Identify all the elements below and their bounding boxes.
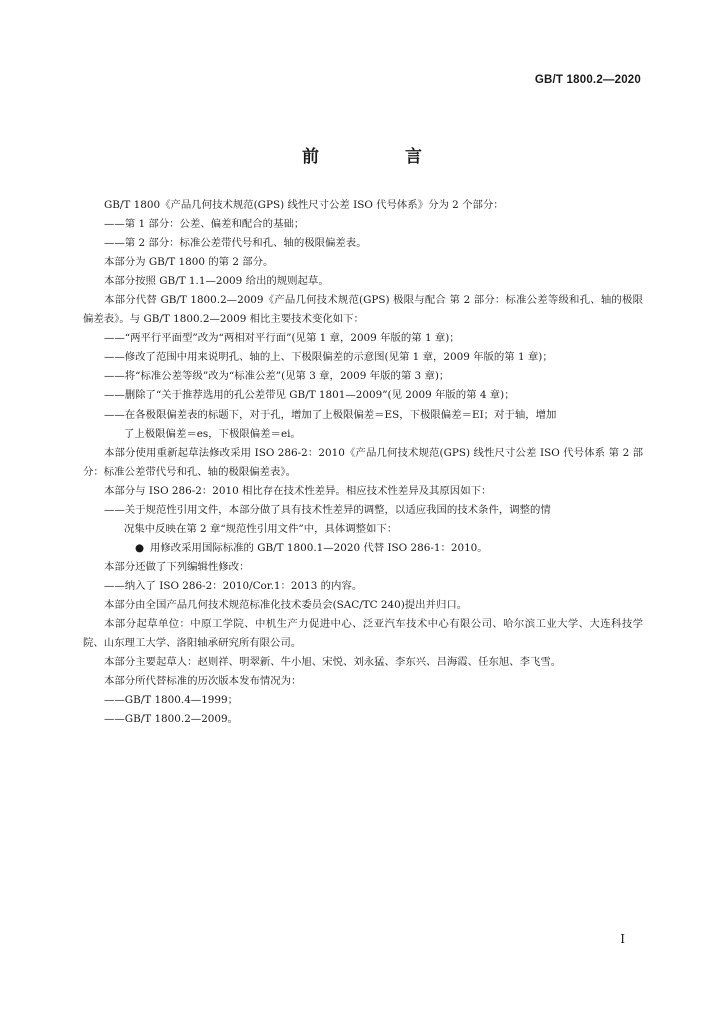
change-item-5-continued: 了上极限偏差＝es，下极限偏差＝ei。 bbox=[124, 427, 301, 440]
difference-item-1-continued: 况集中反映在第 2 章“规范性引用文件”中，具体调整如下： bbox=[124, 522, 398, 535]
paragraph-redrafting: 本部分使用重新起草法修改采用 ISO 286-2：2010《产品几何技术规范(GPS) 线性尺寸公差 ISO 代号体系 第 2 部分：标准公差带代号和孔、轴的极限偏差表》。 bbox=[83, 446, 643, 478]
paragraph-editorial: 本部分还做了下列编辑性修改： bbox=[104, 560, 250, 573]
editorial-item-1: ——纳入了 ISO 286-2：2010/Cor.1：2013 的内容。 bbox=[104, 579, 363, 592]
change-item-3: ——将“标准公差等级”改为“标准公差”(见第 3 章，2009 年版的第 3 章)； bbox=[104, 370, 450, 383]
paragraph-drafting-units: 本部分起草单位：中原工学院、中机生产力促进中心、泛亚汽车技术中心有限公司、哈尔滨工业大学、大连科技学院、山东理工大学、洛阳轴承研究所有限公司。 bbox=[83, 618, 643, 650]
history-item-1: ——GB/T 1800.4—1999； bbox=[104, 694, 239, 707]
bullet-item bbox=[83, 539, 643, 558]
paragraph-intro: GB/T 1800《产品几何技术规范(GPS) 线性尺寸公差 ISO 代号体系》分为 2 个部分： bbox=[104, 199, 504, 211]
foreword-body bbox=[83, 196, 643, 729]
paragraph-this-part: 本部分为 GB/T 1800 的第 2 部分。 bbox=[104, 256, 274, 269]
difference-item-1: ——关于规范性引用文件，本部分做了具有技术性差异的调整，以适应我国的技术条件，调整的情 bbox=[104, 503, 551, 516]
list-item-part-1: ——第 1 部分：公差、偏差和配合的基础； bbox=[104, 218, 305, 231]
page-number: I bbox=[620, 932, 625, 946]
paragraph-technical-differences: 本部分与 ISO 286-2：2010 相比存在技术性差异。相应技术性差异及其原因如下： bbox=[104, 484, 492, 497]
paragraph-proposed-by: 本部分由全国产品几何技术规范标准化技术委员会(SAC/TC 240)提出并归口。 bbox=[104, 598, 468, 611]
bullet-item-text: 用修改采用国际标准的 GB/T 1800.1—2020 代替 ISO 286-1：2010。 bbox=[150, 541, 488, 554]
change-item-4: ——删除了“关于推荐选用的孔公差带见 GB/T 1801—2009”(见 2009 年版的第 4 章)； bbox=[104, 389, 515, 402]
paragraph-drafting-rules: 本部分按照 GB/T 1.1—2009 给出的规则起草。 bbox=[104, 275, 329, 288]
history-item-2: ——GB/T 1800.2—2009。 bbox=[104, 713, 239, 726]
change-item-1: ——“两平行平面型”改为“两相对平行面”(见第 1 章，2009 年版的第 1 章)； bbox=[104, 332, 460, 345]
page-title: 前 言 bbox=[302, 147, 462, 167]
list-item-part-2: ——第 2 部分：标准公差带代号和孔、轴的极限偏差表。 bbox=[104, 237, 367, 250]
change-item-5: ——在各极限偏差表的标题下，对于孔，增加了上极限偏差＝ES，下极限偏差＝EI；对于轴，增加 bbox=[104, 408, 557, 421]
bullet-icon: ● bbox=[135, 541, 145, 554]
paragraph-drafters: 本部分主要起草人：赵则祥、明翠新、牛小旭、宋悦、刘永猛、李东兴、吕海霞、任东旭、李飞雪。 bbox=[104, 656, 562, 669]
paragraph-history: 本部分所代替标准的历次版本发布情况为： bbox=[104, 675, 302, 688]
standard-code: GB/T 1800.2—2020 bbox=[534, 74, 641, 86]
paragraph-replaces: 本部分代替 GB/T 1800.2—2009《产品几何技术规范(GPS) 极限与配合 第 2 部分：标准公差等级和孔、轴的极限偏差表》。与 GB/T 1800.2—2009 相比主要技术变化如下： bbox=[83, 294, 643, 326]
change-item-2: ——修改了范围中用来说明孔、轴的上、下极限偏差的示意图(见第 1 章，2009 年版的第 1 章)； bbox=[104, 351, 553, 364]
